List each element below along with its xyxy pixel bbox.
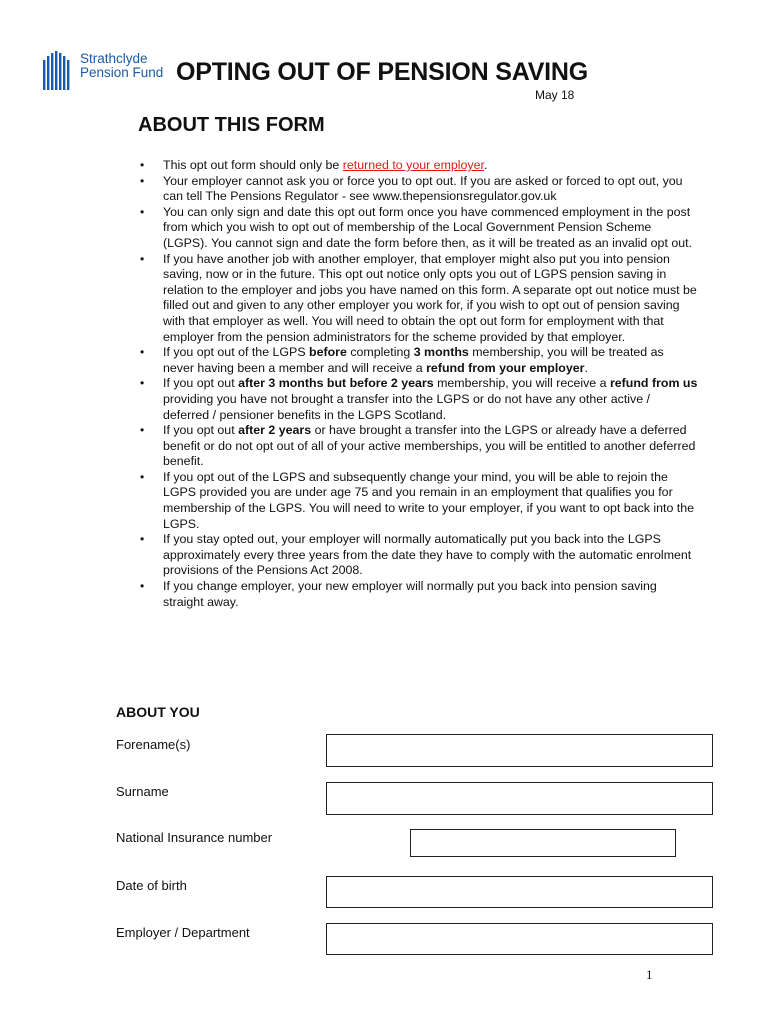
bullet-text: providing you have not brought a transfer into the LGPS or do not have any other active / deferred / pensioner benefits in the LGPS Scotland. [163,391,650,422]
bullet-text: membership, you will be treated as never having been a member and will receive a [163,345,664,375]
list-item [138,376,698,423]
ni-number-label: National Insurance number [116,830,273,845]
list-item: • If you opt out of the LGPS and subsequently change your mind, you will be able to rejoin the LGPS provided you are under age 75 and you remain in an employment that qualifies you for membership of the LGPS. You will need to write to your employer, if you want to opt back into the LGPS. [138,470,698,532]
logo-mark-icon [42,50,76,94]
bullet-text: or have brought a transfer into the LGPS or already have a deferred benefit or do not opt out of all of your active memberships, you will be entitled to another deferred benefit. [163,423,696,469]
bullet-bold-text: refund from your employer [426,360,585,375]
employer-label: Employer / Department [116,925,250,940]
logo-text [80,52,163,80]
list-item: • If you change employer, your new employer will normally put you back into pension saving straight away. [138,579,698,610]
list-item [138,158,698,174]
about-you-heading: ABOUT YOU [116,704,200,720]
info-bullet-list [138,158,698,610]
bullet-bold-text: 3 months [413,345,469,360]
strathclyde-logo [42,50,172,94]
logo-line-2: Pension Fund [80,65,164,80]
bullet-text: membership, you will receive a [433,376,610,391]
list-item: • Your employer cannot ask you or force you to opt out. If you are asked or forced to opt out, you can tell The Pensions Regulator - see www.thepensionsregulator.gov.uk [138,174,698,205]
page-number: 1 [646,967,653,982]
list-item: • If you have another job with another employer, that employer might also put you into pension saving, now or in the future. This opt out notice only opts you out of LGPS pension saving in relation to the employer and jobs you have named on this form. A separate opt out notice must be filled out and given to any other employer you work for, if you wish to opt out of pension saving with that employer as well. You will need to obtain the opt out form for employment with that employer from the pension administrators for the scheme provided by that employer. [138,252,698,346]
about-form-heading: ABOUT THIS FORM [138,114,325,136]
bullet-text: . [483,158,488,172]
bullet-text: If you opt out [163,423,239,438]
bullet-bold-text: refund from us [609,376,698,391]
bullet-text: completing [346,345,414,360]
list-item [138,345,698,376]
list-item: • You can only sign and date this opt out form once you have commenced employment in the post from which you wish to opt out of membership of the Local Government Pension Scheme (LGPS). You cannot sign and date the form before then, as it will be treated as an invalid opt out. [138,205,698,252]
surname-label: Surname [116,784,169,799]
surname-field[interactable] [326,782,713,815]
employer-field[interactable] [326,923,713,955]
list-item: • If you stay opted out, your employer will normally automatically put you back into the LGPS approximately every three years from the date they have to comply with the automatic enrolment provisions of the Pensions Act 2008. [138,532,698,579]
return-to-employer-link[interactable]: returned to your employer [342,158,484,172]
bullet-text: If you opt out of the LGPS [163,345,310,360]
bullet-text: If you opt out [163,376,239,391]
page-title: OPTING OUT OF PENSION SAVING [176,58,589,86]
logo-line-1: Strathclyde [80,51,148,66]
bullet-text: . [584,360,588,375]
bullet-bold-text: after 2 years [238,423,312,438]
bullet-bold-text: after 3 months but before 2 years [238,376,434,391]
form-date: May 18 [535,88,575,102]
dob-label: Date of birth [116,878,187,893]
dob-field[interactable] [326,876,713,908]
bullet-text: This opt out form should only be [163,158,343,172]
ni-number-field[interactable] [410,829,676,857]
forename-label: Forename(s) [116,737,191,752]
bullet-bold-text: before [309,345,347,360]
forename-field[interactable] [326,734,713,767]
list-item [138,423,698,470]
